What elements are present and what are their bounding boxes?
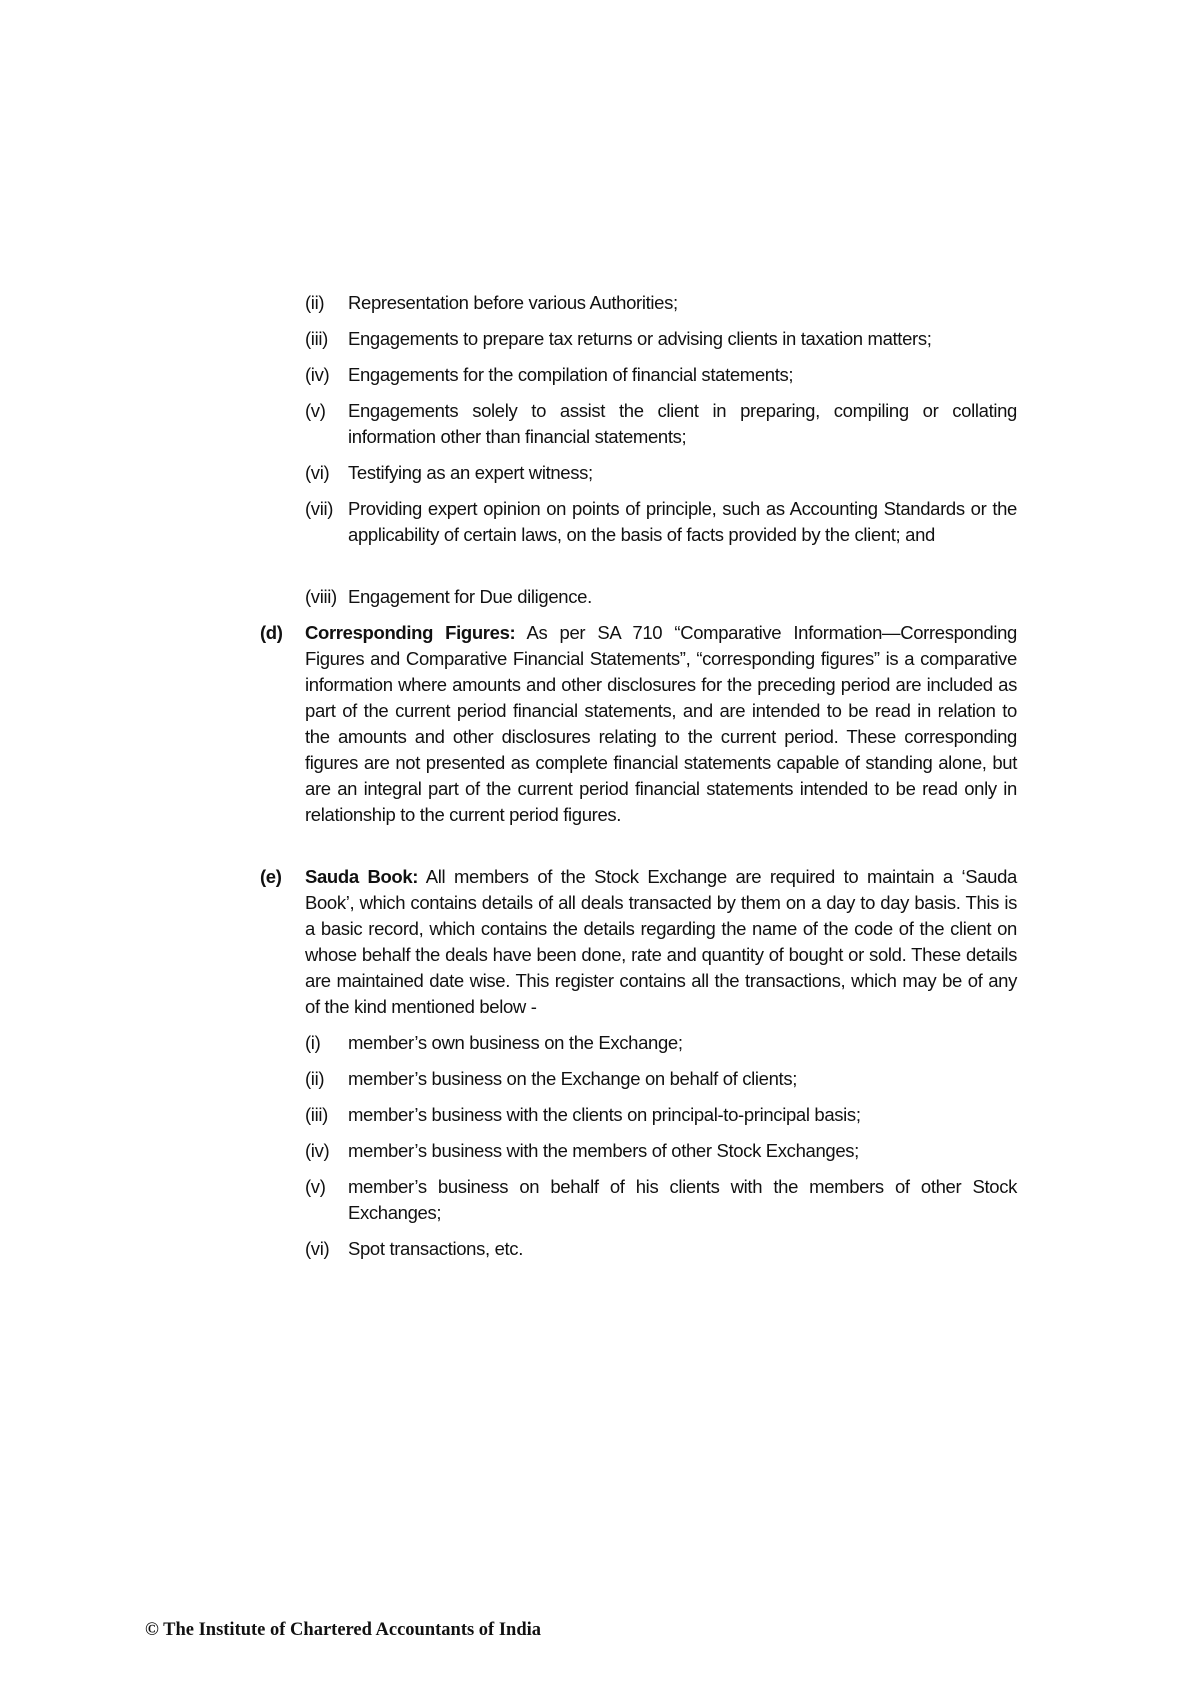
list-item-text: member’s business on the Exchange on behalf of clients; <box>348 1068 798 1089</box>
section-d-heading: Corresponding Figures: <box>305 622 516 643</box>
list-item-text: Representation before various Authorities; <box>348 292 678 313</box>
list-item-number: (iii) <box>305 328 328 349</box>
section-e-heading: Sauda Book: <box>305 866 419 887</box>
list-item-number: (iv) <box>305 364 330 385</box>
list-item-text: member’s own business on the Exchange; <box>348 1032 683 1053</box>
list-item-text: member’s business on behalf of his clients with the members of other Stock Exchanges; <box>348 1176 1017 1223</box>
list-item-text: Engagements to prepare tax returns or advising clients in taxation matters; <box>348 328 932 349</box>
list-item-text: member’s business with the members of other Stock Exchanges; <box>348 1140 859 1161</box>
section-e-body <box>305 864 1017 1020</box>
list-item-number: (ii) <box>305 1068 325 1089</box>
list-item-number: (v) <box>305 1176 326 1197</box>
list-item-number: (ii) <box>305 292 325 313</box>
section-e-text: All members of the Stock Exchange are required to maintain a ‘Sauda Book’, which contains details of all deals transacted by them on a day to day basis. This is a basic record, which contains the details regarding the name of the code of the client on whose behalf the deals have been done, rate and quantity of bought or sold. These details are maintained date wise. This register contains all the transactions, which may be of any of the kind mentioned below - <box>305 866 1017 1017</box>
list-item-number: (v) <box>305 400 326 421</box>
list-item-number: (vi) <box>305 1238 330 1259</box>
list-item-number: (iv) <box>305 1140 330 1161</box>
section-d-number: (d) <box>260 622 283 643</box>
list-item-text: Engagement for Due diligence. <box>348 586 592 607</box>
list-item-text: Spot transactions, etc. <box>348 1238 523 1259</box>
list-item-number: (iii) <box>305 1104 328 1125</box>
list-item-number: (vii) <box>305 498 334 519</box>
list-item-text: Providing expert opinion on points of principle, such as Accounting Standards or the applicability of certain laws, on the basis of facts provided by the client; and <box>348 498 1017 545</box>
list-item-number: (viii) <box>305 586 337 607</box>
section-e-number: (e) <box>260 866 282 887</box>
list-item-number: (i) <box>305 1032 321 1053</box>
list-item-text: Testifying as an expert witness; <box>348 462 593 483</box>
list-item-text: Engagements for the compilation of financial statements; <box>348 364 794 385</box>
section-d-body <box>305 620 1017 828</box>
section-d-text: As per SA 710 “Comparative Information—Corresponding Figures and Comparative Financial Statements”, “corresponding figures” is a comparative information where amounts and other disclosures for the preceding period are included as part of the current period financial statements, and are intended to be read in relation to the amounts and other disclosures relating to the current period. These corresponding figures are not presented as complete financial statements capable of standing alone, but are an integral part of the current period financial statements intended to be read only in relationship to the current period figures. <box>305 622 1017 825</box>
list-item-text: member’s business with the clients on principal-to-principal basis; <box>348 1104 861 1125</box>
list-item-text: Engagements solely to assist the client in preparing, compiling or collating information other than financial statements; <box>348 400 1017 447</box>
list-item-number: (vi) <box>305 462 330 483</box>
copyright-footer: © The Institute of Chartered Accountants of India <box>145 1620 542 1640</box>
